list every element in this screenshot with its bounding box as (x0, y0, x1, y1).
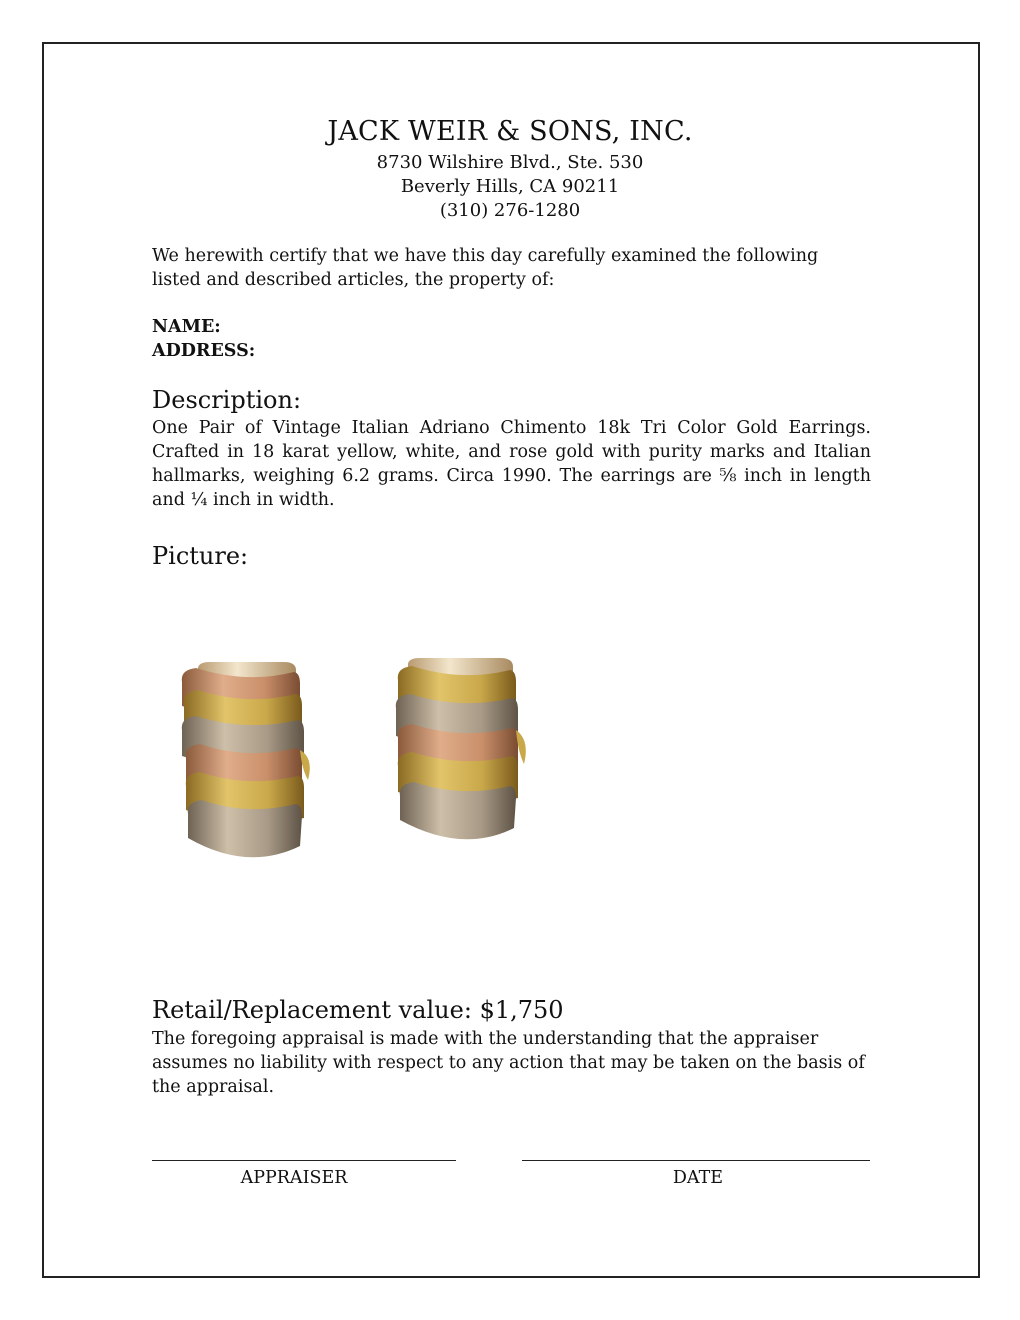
disclaimer-text: The foregoing appraisal is made with the understanding that the appraiser assumes no liability with respect to any action that may be taken on the basis of the appraisal. (152, 1029, 865, 1097)
left-earring (182, 662, 310, 857)
valuation-amount: $1,750 (479, 996, 564, 1024)
valuation-label: Retail/Replacement value: (152, 996, 472, 1024)
company-phone: (310) 276-1280 (439, 200, 581, 221)
date-signature-line (522, 1160, 870, 1161)
description-text: One Pair of Vintage Italian Adriano Chimento 18k Tri Color Gold Earrings. Crafted in 18 karat yellow, white, and rose gold with purity marks and Italian hallmarks, weighing 6.2 grams. Circa 1990. The earrings are ⅝ inch in length and ¼ inch in width. (152, 418, 871, 510)
certification-text: We herewith certify that we have this day carefully examined the following listed and described articles, the property of: (152, 246, 819, 290)
owner-name-label: NAME: (152, 317, 221, 337)
right-earring (396, 658, 526, 839)
date-label: DATE (672, 1168, 724, 1188)
appraiser-label: APPRAISER (240, 1168, 348, 1188)
owner-address-label: ADDRESS: (152, 341, 256, 361)
appraiser-signature-line (152, 1160, 456, 1161)
company-city-state: Beverly Hills, CA 90211 (400, 176, 620, 197)
valuation-line (152, 996, 564, 1024)
picture-heading: Picture: (152, 542, 249, 570)
earrings-photo (152, 640, 552, 900)
company-name: JACK WEIR & SONS, INC. (327, 116, 693, 147)
company-street-address: 8730 Wilshire Blvd., Ste. 530 (376, 152, 644, 173)
description-heading: Description: (152, 386, 302, 414)
